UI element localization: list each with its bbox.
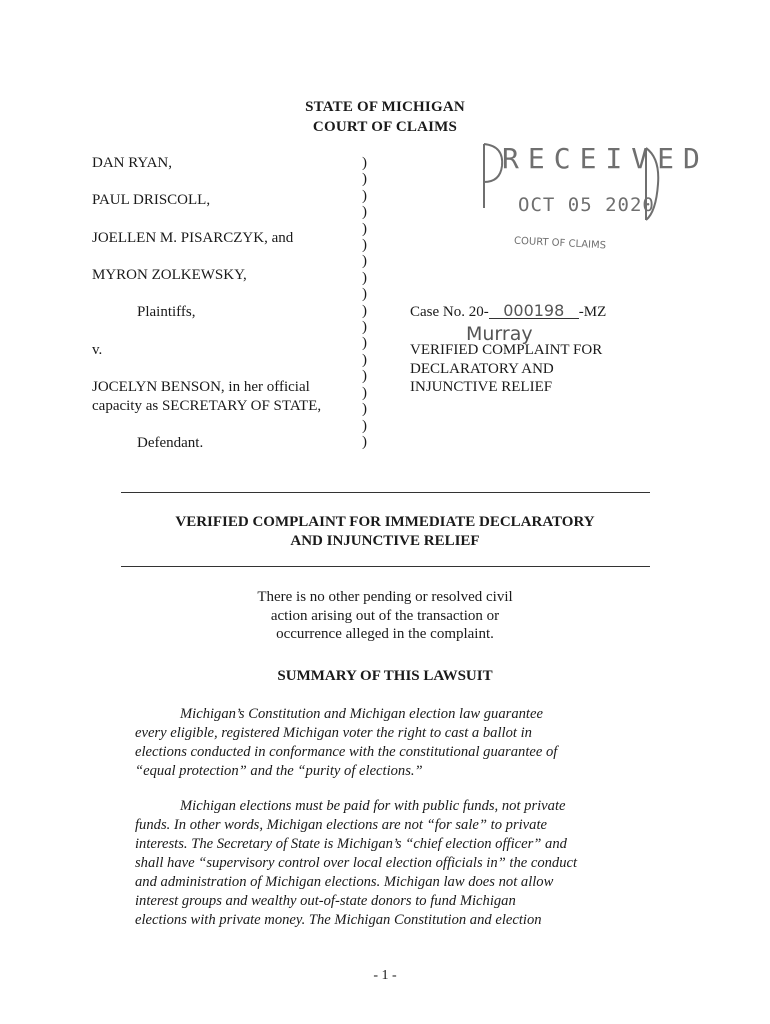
case-title-line: DECLARATORY AND	[410, 361, 554, 377]
summary-paragraph-line: and administration of Michigan elections. Michigan law does not allow	[135, 874, 554, 890]
summary-paragraph-line: “equal protection” and the “purity of elections.”	[135, 763, 423, 779]
versus: v.	[92, 342, 103, 358]
plaintiff-name: MYRON ZOLKEWSKY,	[92, 267, 247, 283]
summary-paragraph-line: elections conducted in conformance with the constitutional guarantee of	[135, 744, 558, 760]
divider-rule	[121, 566, 650, 567]
summary-heading: SUMMARY OF THIS LAWSUIT	[277, 668, 493, 684]
summary-paragraph-line: elections with private money. The Michigan Constitution and election	[135, 912, 542, 928]
received-date: OCT 05 2020	[518, 194, 655, 216]
court-name: COURT OF CLAIMS	[312, 119, 458, 135]
received-stamp	[470, 138, 709, 260]
complaint-heading-line2: AND INJUNCTIVE RELIEF	[290, 533, 480, 549]
case-number	[410, 301, 607, 321]
summary-paragraph-line: shall have “supervisory control over local election officials in” the conduct	[135, 855, 578, 871]
defendant-label: Defendant.	[137, 435, 204, 451]
page-number: - 1 -	[373, 968, 397, 983]
court-state: STATE OF MICHIGAN	[305, 99, 465, 115]
plaintiff-name: PAUL DRISCOLL,	[92, 192, 211, 208]
notice-line: occurrence alleged in the complaint.	[276, 626, 494, 642]
case-number-suffix: -MZ	[578, 304, 607, 320]
summary-paragraph-line: every eligible, registered Michigan voter the right to cast a ballot in	[135, 725, 532, 741]
notice-line: action arising out of the transaction or	[270, 608, 500, 624]
notice-line: There is no other pending or resolved civil	[257, 589, 513, 605]
plaintiff-name: DAN RYAN,	[92, 155, 173, 171]
received-court: COURT OF CLAIMS	[513, 235, 607, 252]
plaintiffs-label: Plaintiffs,	[137, 304, 196, 320]
case-number-handwritten: 000198	[489, 304, 579, 319]
divider-rule	[121, 492, 650, 493]
summary-paragraph-line: Michigan elections must be paid for with public funds, not private	[180, 798, 566, 814]
summary-paragraph-line: funds. In other words, Michigan elections are not “for sale” to private	[135, 817, 547, 833]
case-number-prefix: Case No. 20-	[410, 304, 489, 320]
case-title-line: VERIFIED COMPLAINT FOR	[410, 342, 603, 358]
case-title-line: INJUNCTIVE RELIEF	[410, 379, 553, 395]
summary-paragraph-line: Michigan’s Constitution and Michigan election law guarantee	[180, 706, 543, 722]
defendant-line: capacity as SECRETARY OF STATE,	[92, 398, 322, 414]
received-text: RECEIVED	[502, 142, 709, 175]
judge-handwritten: Murray	[466, 323, 533, 345]
summary-paragraph-line: interests. The Secretary of State is Michigan’s “chief election officer” and	[135, 836, 567, 852]
plaintiff-name: JOELLEN M. PISARCZYK, and	[92, 230, 294, 246]
caption-separator: ) ) ) ) ) ) ) ) ) ) ) ) ) ) ) ) ) )	[362, 155, 367, 450]
defendant-line: JOCELYN BENSON, in her official	[92, 379, 310, 395]
summary-paragraph-line: interest groups and wealthy out-of-state donors to fund Michigan	[135, 893, 516, 909]
complaint-heading-line1: VERIFIED COMPLAINT FOR IMMEDIATE DECLARATORY	[175, 514, 595, 530]
